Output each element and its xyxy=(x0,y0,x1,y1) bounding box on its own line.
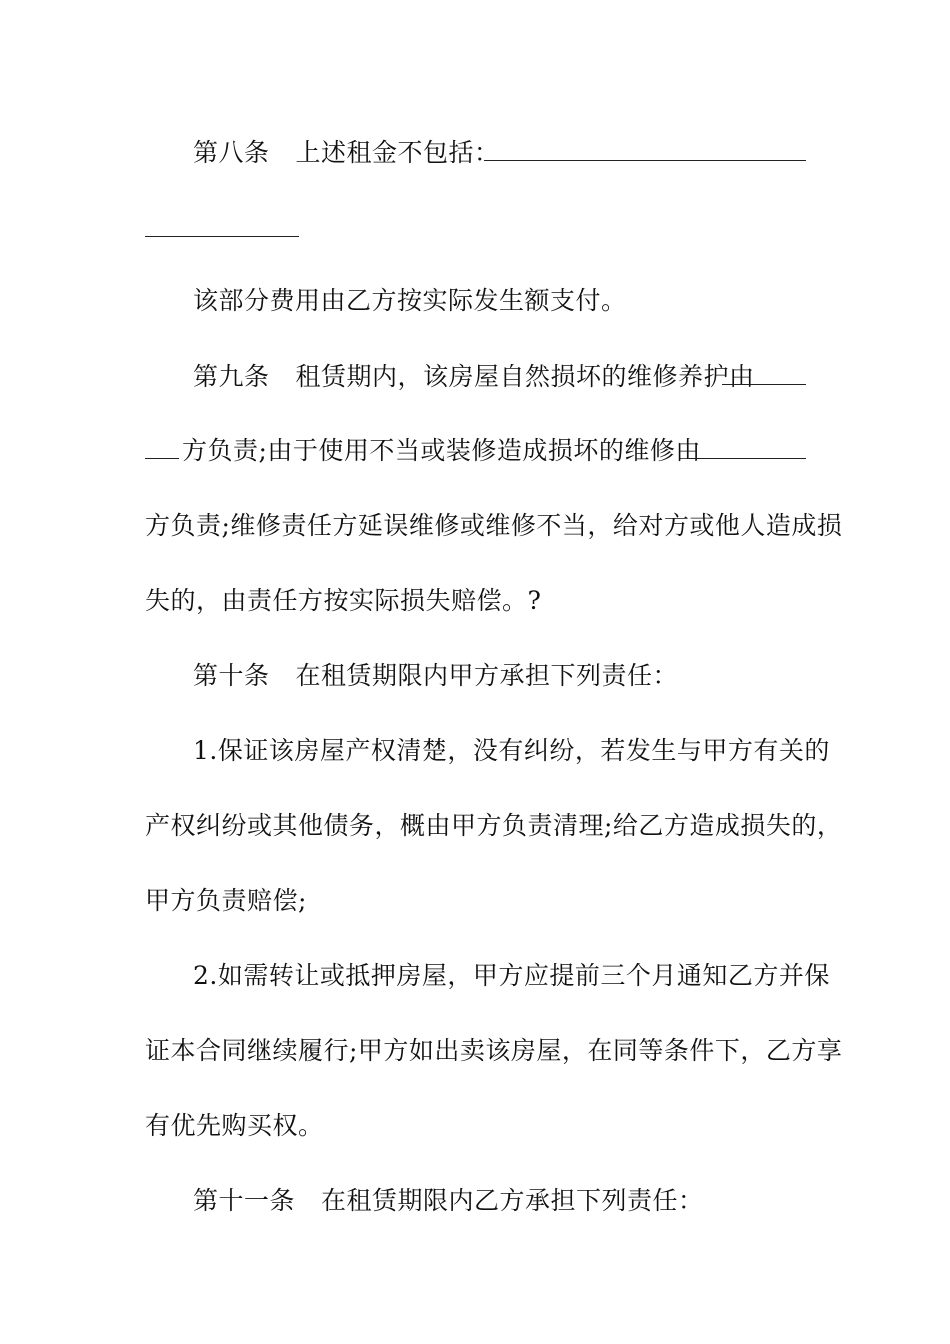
article-8-note: 该部分费用由乙方按实际发生额支付。 xyxy=(193,286,627,315)
article-9-blank-3 xyxy=(688,458,806,459)
article-11-label: 第十一条 xyxy=(193,1186,296,1215)
article-11-text: 在租赁期限内乙方承担下列责任： xyxy=(321,1186,704,1215)
article-9-line-4: 失的，由责任方按实际损失赔偿。? xyxy=(145,586,542,615)
article-9-blank-2 xyxy=(145,458,179,459)
article-10-line xyxy=(193,659,807,693)
article-8-blank-2 xyxy=(145,236,299,237)
article-8-blank-1 xyxy=(484,160,806,161)
article-8-label: 第八条 xyxy=(193,138,270,167)
article-10-item-2-line-2: 证本合同继续履行;甲方如出卖该房屋，在同等条件下，乙方享 xyxy=(145,1036,843,1065)
article-9-blank-1 xyxy=(722,384,806,385)
article-8-line xyxy=(193,136,807,170)
article-10-label: 第十条 xyxy=(193,661,270,690)
article-9-label: 第九条 xyxy=(193,362,270,391)
article-11-line xyxy=(193,1184,807,1218)
article-10-item-1-line-3: 甲方负责赔偿; xyxy=(145,886,307,915)
article-10-item-1-line-1: 1.保证该房屋产权清楚，没有纠纷，若发生与甲方有关的 xyxy=(193,736,830,765)
article-10-item-2-line-1: 2.如需转让或抵押房屋，甲方应提前三个月通知乙方并保 xyxy=(193,961,830,990)
article-10-text: 在租赁期限内甲方承担下列责任： xyxy=(295,661,679,690)
article-9-line-1 xyxy=(193,360,807,394)
article-8-text: 上述租金不包括： xyxy=(295,138,500,167)
article-10-item-2-line-3: 有优先购买权。 xyxy=(145,1111,324,1140)
article-9-line-3: 方负责;维修责任方延误维修或维修不当，给对方或他人造成损 xyxy=(145,511,843,540)
article-9-text-1: 租赁期内，该房屋自然损坏的维修养护由 xyxy=(295,362,755,391)
article-10-item-1-line-2: 产权纠纷或其他债务，概由甲方负责清理;给乙方造成损失的， xyxy=(145,811,843,840)
article-9-line-2: 方负责;由于使用不当或装修造成损坏的维修由 xyxy=(182,436,701,465)
